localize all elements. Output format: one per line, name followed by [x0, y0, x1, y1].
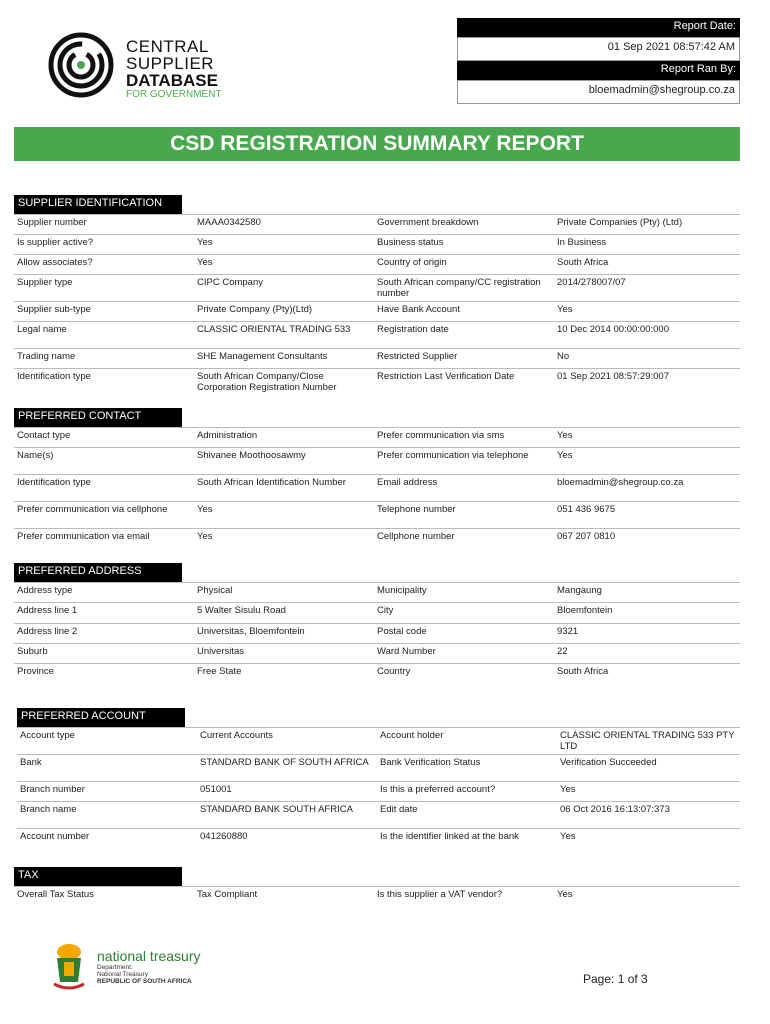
field-value: In Business [554, 235, 740, 255]
table-row [14, 529, 740, 549]
field-value: CIPC Company [194, 275, 374, 302]
field-label: Trading name [14, 349, 194, 369]
table-row [14, 349, 740, 369]
table-row [14, 448, 740, 475]
field-label: Postal code [374, 624, 554, 644]
section-table [14, 427, 740, 549]
table-row [14, 235, 740, 255]
field-label: Overall Tax Status [14, 887, 194, 907]
csd-logo [48, 30, 288, 100]
field-value: Yes [194, 529, 374, 549]
section-preferred-address [14, 563, 740, 684]
field-label: Restriction Last Verification Date [374, 369, 554, 396]
field-label: Legal name [14, 322, 194, 349]
field-value: Private Company (Pty)(Ltd) [194, 302, 374, 322]
field-value: Yes [557, 782, 740, 802]
field-label: Branch number [17, 782, 197, 802]
field-value: Shivanee Moothoosawmy [194, 448, 374, 475]
field-value: bloemadmin@shegroup.co.za [554, 475, 740, 502]
field-value: 22 [554, 644, 740, 664]
field-value: 9321 [554, 624, 740, 644]
field-value: Universitas [194, 644, 374, 664]
report-ran-by-label: Report Ran By: [457, 61, 740, 80]
table-row [14, 644, 740, 664]
table-row [14, 428, 740, 448]
field-label: Bank Verification Status [377, 755, 557, 782]
field-value: Yes [194, 235, 374, 255]
field-label: Is this supplier a VAT vendor? [374, 887, 554, 907]
field-label: Cellphone number [374, 529, 554, 549]
table-row [14, 275, 740, 302]
field-label: Country [374, 664, 554, 684]
field-value: 051001 [197, 782, 377, 802]
field-value: Yes [194, 502, 374, 529]
logo-line3: FOR GOVERNMENT [126, 89, 222, 100]
table-row [14, 255, 740, 275]
csd-maze-icon [48, 32, 114, 98]
field-value: South Africa [554, 664, 740, 684]
field-value: Physical [194, 583, 374, 603]
logo-line2: DATABASE [126, 71, 218, 90]
table-row [14, 603, 740, 624]
section-title: TAX [14, 867, 182, 886]
field-label: Email address [374, 475, 554, 502]
table-row [14, 369, 740, 396]
field-value: 5 Walter Sisulu Road [194, 603, 374, 624]
field-label: Edit date [377, 802, 557, 829]
page-number: Page: 1 of 3 [583, 972, 648, 986]
field-label: Prefer communication via cellphone [14, 502, 194, 529]
table-row [14, 322, 740, 349]
field-label: Account number [17, 829, 197, 849]
section-preferred-contact [14, 408, 740, 549]
table-row [14, 624, 740, 644]
field-value: STANDARD BANK SOUTH AFRICA [197, 802, 377, 829]
section-table [14, 582, 740, 684]
field-label: Have Bank Account [374, 302, 554, 322]
section-tax [14, 867, 740, 907]
national-treasury-logo [48, 942, 218, 998]
field-value: Current Accounts [197, 728, 377, 755]
table-row [17, 802, 740, 829]
field-label: Municipality [374, 583, 554, 603]
table-row [14, 887, 740, 907]
field-value: South African Identification Number [194, 475, 374, 502]
section-supplier-identification [14, 195, 740, 396]
field-label: Is this a preferred account? [377, 782, 557, 802]
field-label: Branch name [17, 802, 197, 829]
nt-line2: National Treasury [97, 971, 148, 978]
report-ran-by-value: bloemadmin@shegroup.co.za [457, 80, 740, 104]
field-value: CLASSIC ORIENTAL TRADING 533 [194, 322, 374, 349]
field-value: STANDARD BANK OF SOUTH AFRICA [197, 755, 377, 782]
field-label: Business status [374, 235, 554, 255]
field-label: Account type [17, 728, 197, 755]
table-row [17, 755, 740, 782]
field-label: Supplier type [14, 275, 194, 302]
field-value: Yes [554, 448, 740, 475]
table-row [14, 502, 740, 529]
field-value: 06 Oct 2016 16:13:07:373 [557, 802, 740, 829]
field-value: Yes [554, 428, 740, 448]
field-value: Yes [557, 829, 740, 849]
field-label: Prefer communication via sms [374, 428, 554, 448]
table-row [17, 782, 740, 802]
field-label: Ward Number [374, 644, 554, 664]
field-value: South Africa [554, 255, 740, 275]
table-row [14, 215, 740, 235]
field-label: Is the identifier linked at the bank [377, 829, 557, 849]
field-label: Account holder [377, 728, 557, 755]
field-value: 10 Dec 2014 00:00:00:000 [554, 322, 740, 349]
nt-line3: REPUBLIC OF SOUTH AFRICA [97, 978, 192, 985]
table-row [14, 664, 740, 684]
field-label: Is supplier active? [14, 235, 194, 255]
field-value: Universitas, Bloemfontein [194, 624, 374, 644]
field-value: CLASSIC ORIENTAL TRADING 533 PTY LTD [557, 728, 740, 755]
field-label: Contact type [14, 428, 194, 448]
field-value: MAAA0342580 [194, 215, 374, 235]
report-date-value: 01 Sep 2021 08:57:42 AM [457, 37, 740, 61]
field-label: Country of origin [374, 255, 554, 275]
field-value: SHE Management Consultants [194, 349, 374, 369]
table-row [17, 728, 740, 755]
logo-line1: CENTRAL SUPPLIER [126, 37, 215, 73]
section-title: SUPPLIER IDENTIFICATION [14, 195, 182, 214]
report-meta [457, 18, 740, 104]
field-label: Prefer communication via telephone [374, 448, 554, 475]
field-label: Prefer communication via email [14, 529, 194, 549]
field-label: Supplier number [14, 215, 194, 235]
section-table [14, 886, 740, 907]
field-value: Yes [194, 255, 374, 275]
field-value: 01 Sep 2021 08:57:29:007 [554, 369, 740, 396]
table-row [14, 583, 740, 603]
field-label: Government breakdown [374, 215, 554, 235]
field-value: Tax Compliant [194, 887, 374, 907]
field-value: 041260880 [197, 829, 377, 849]
field-label: Bank [17, 755, 197, 782]
nt-line1: Department: [97, 964, 133, 971]
section-table [17, 727, 740, 849]
report-title: CSD REGISTRATION SUMMARY REPORT [14, 127, 740, 161]
field-value: 2014/278007/07 [554, 275, 740, 302]
field-value: 051 436 9675 [554, 502, 740, 529]
field-label: Identification type [14, 369, 194, 396]
section-title: PREFERRED CONTACT [14, 408, 182, 427]
report-date-label: Report Date: [457, 18, 740, 37]
field-label: Suburb [14, 644, 194, 664]
field-label: Restricted Supplier [374, 349, 554, 369]
section-title: PREFERRED ADDRESS [14, 563, 182, 582]
field-label: South African company/CC registration number [374, 275, 554, 302]
section-preferred-account [17, 708, 740, 849]
field-value: Mangaung [554, 583, 740, 603]
field-label: Province [14, 664, 194, 684]
field-label: Address line 1 [14, 603, 194, 624]
field-value: Bloemfontein [554, 603, 740, 624]
field-value: Yes [554, 887, 740, 907]
field-value: Administration [194, 428, 374, 448]
field-label: Identification type [14, 475, 194, 502]
section-table [14, 214, 740, 396]
field-value: Free State [194, 664, 374, 684]
section-title: PREFERRED ACCOUNT [17, 708, 185, 727]
field-label: Allow associates? [14, 255, 194, 275]
field-value: South African Company/Close Corporation Registration Number [194, 369, 374, 396]
field-value: 067 207 0810 [554, 529, 740, 549]
coat-of-arms-icon [48, 942, 90, 994]
table-row [14, 475, 740, 502]
field-value: Yes [554, 302, 740, 322]
table-row [17, 829, 740, 849]
field-label: Telephone number [374, 502, 554, 529]
field-label: City [374, 603, 554, 624]
field-value: Verification Succeeded [557, 755, 740, 782]
field-label: Name(s) [14, 448, 194, 475]
table-row [14, 302, 740, 322]
nt-title: national treasury [97, 948, 201, 964]
field-value: Private Companies (Pty) (Ltd) [554, 215, 740, 235]
field-label: Registration date [374, 322, 554, 349]
field-label: Address line 2 [14, 624, 194, 644]
field-value: No [554, 349, 740, 369]
field-label: Address type [14, 583, 194, 603]
field-label: Supplier sub-type [14, 302, 194, 322]
